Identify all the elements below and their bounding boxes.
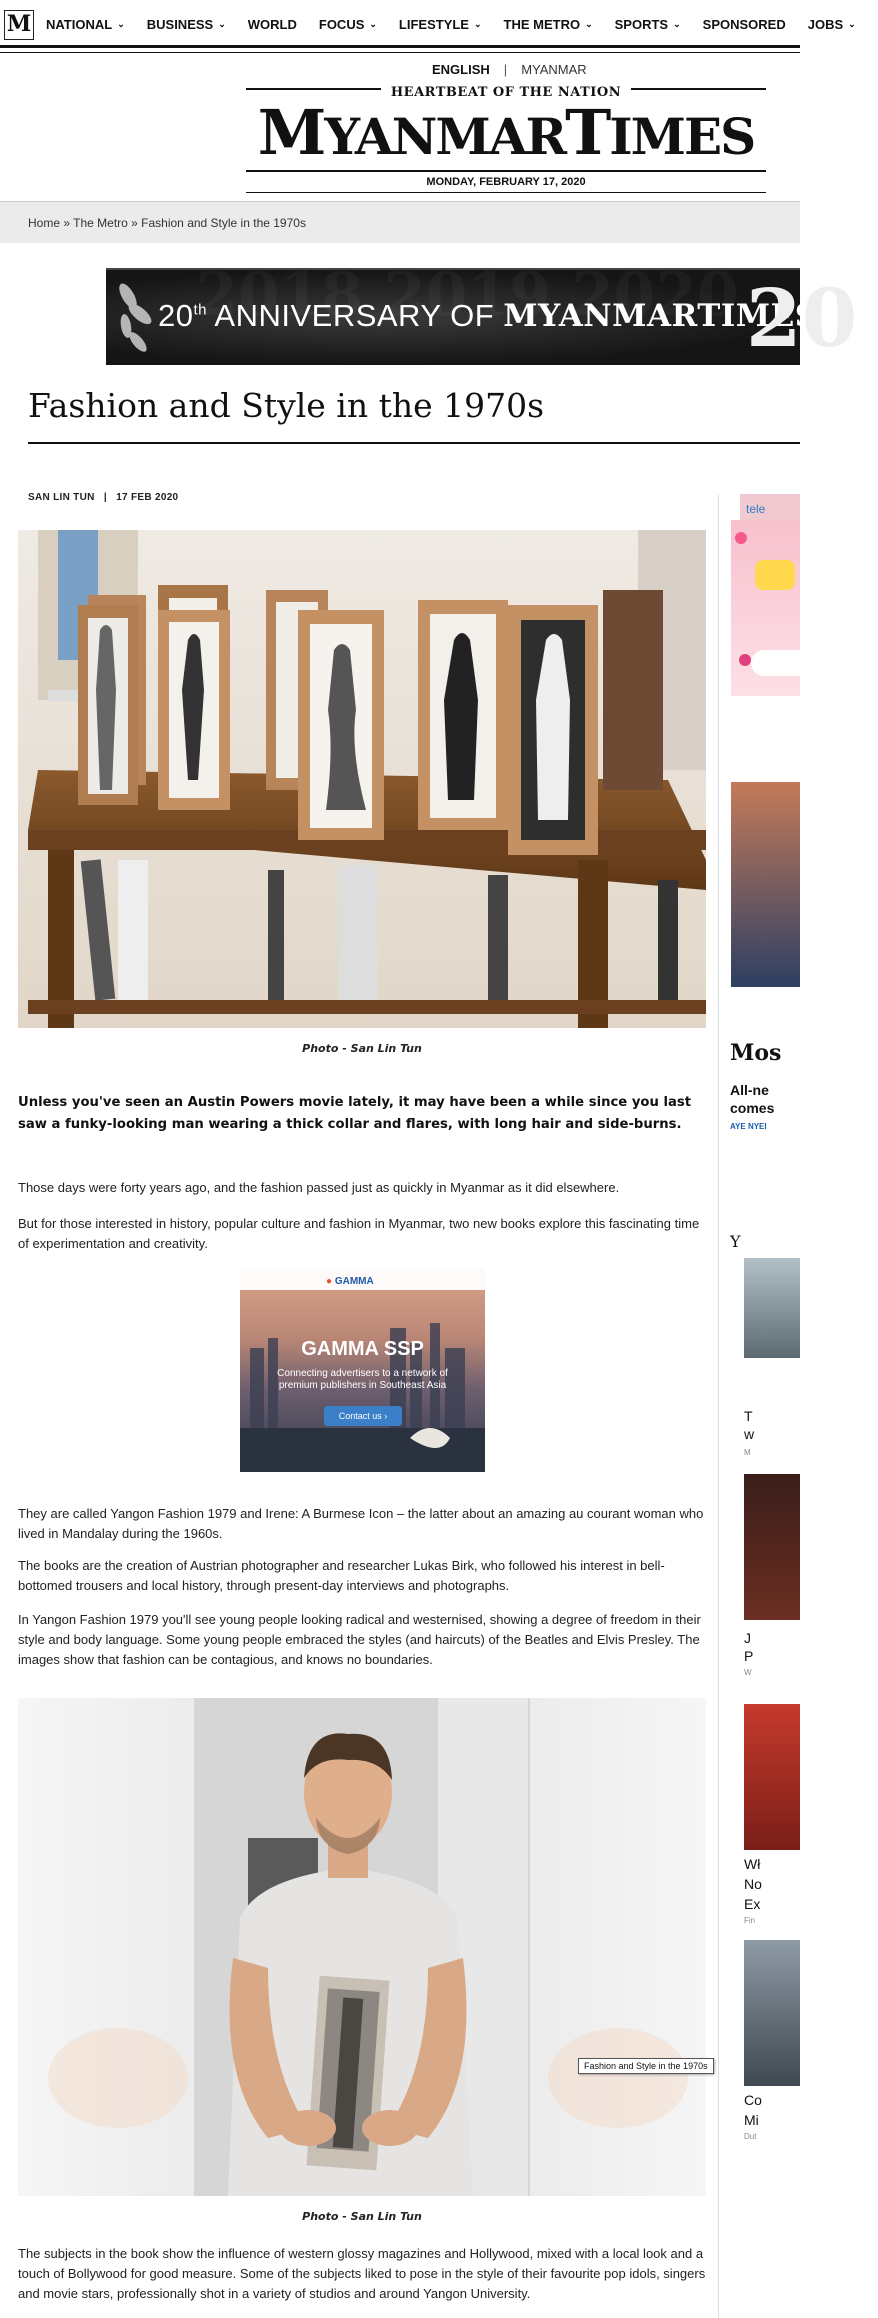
chevron-down-icon: ⌄ (673, 18, 681, 29)
sidebar-section-letter: Y (730, 1232, 741, 1251)
site-logo[interactable]: M (4, 10, 34, 40)
photo1-caption: Photo - San Lin Tun (302, 1042, 422, 1055)
sidebar-card2-line2[interactable]: P (744, 1648, 754, 1664)
nav-item-national[interactable] (46, 17, 125, 32)
sidebar-image-ad[interactable] (731, 782, 800, 987)
nav-item-sponsored[interactable] (703, 17, 786, 32)
banner-big-number: 20 (746, 271, 858, 365)
gamma-subtitle: Connecting advertisers to a network of premium publishers in Southeast Asia (277, 1368, 448, 1391)
banner-brand: MYANMARTIMES (503, 298, 818, 334)
sidebar-divider (718, 495, 719, 2318)
article-paragraph-6: The subjects in the book show the influence of western glossy magazines and Hollywood, mixed with a local look and a touch of Bollywood for good measure. Some of the subjects liked to pose in the style of their favourite pop idols, singers and movie stars, professionally shot in a variety of studios and around Yangon University. (18, 2246, 706, 2301)
sidebar-card4-meta: Dut (744, 2132, 757, 2141)
breadcrumb-text[interactable]: Home » The Metro » Fashion and Style in the 1970s (28, 216, 306, 230)
language-switcher (432, 62, 587, 77)
article-paragraph-4: The books are the creation of Austrian photographer and researcher Lukas Birk, who followed his interest in bell-bottomed trousers and local history, through present-day interviews and photographs. (18, 1558, 665, 1593)
sidebar-card2-line1[interactable]: J (744, 1630, 751, 1646)
sidebar-card3-line1[interactable]: Wł (744, 1856, 761, 1872)
top-navigation-bar (0, 0, 856, 48)
anniversary-banner[interactable] (106, 268, 858, 365)
nav-item-label: SPONSORED (702, 16, 786, 32)
image-tooltip: Fashion and Style in the 1970s (578, 2058, 714, 2074)
gamma-logo: ● GAMMA (326, 1276, 374, 1287)
brand-imes: IMES (609, 107, 755, 166)
nav-item-label: THE METRO (503, 16, 581, 32)
article-paragraph-3: They are called Yangon Fashion 1979 and Irene: A Burmese Icon – the latter about an amazing au courant woman who lived in Mandalay during the 1960s. (18, 1506, 704, 1541)
masthead (246, 85, 766, 188)
sidebar-card3-line2[interactable]: No (744, 1876, 762, 1892)
chevron-down-icon: ⌄ (473, 18, 482, 29)
man-holding-book-illustration (18, 1698, 706, 2196)
lang-myanmar-link[interactable]: MYANMAR (521, 62, 587, 77)
breadcrumb (0, 201, 800, 243)
brand-m: M (257, 96, 325, 169)
photo2-caption: Photo - San Lin Tun (302, 2210, 422, 2223)
chevron-down-icon: ⌄ (369, 18, 377, 29)
nav-menu (46, 0, 878, 48)
title-rule (28, 442, 800, 444)
nav-item-label: NATIONAL (46, 16, 113, 32)
sidebar-card2-image[interactable] (744, 1474, 800, 1620)
article-paragraph-1: Those days were forty years ago, and the fashion passed just as quickly in Myanmar as it did elsewhere. (18, 1180, 620, 1195)
chevron-down-icon: ⌄ (218, 18, 226, 29)
nav-item-label: SPORTS (614, 16, 669, 32)
masthead-rule-bottom (246, 192, 766, 193)
article-photo-frames[interactable] (18, 530, 706, 1028)
gamma-contact-button[interactable]: Contact us › (324, 1406, 402, 1426)
nav-item-label: JOBS (807, 16, 844, 32)
most-read-heading: Mos (730, 1040, 782, 1066)
nav-item-label: WORLD (247, 16, 297, 32)
most-read-item-author[interactable]: AYE NYEI (730, 1122, 767, 1131)
banner-prefix: 20 (158, 298, 194, 333)
sidebar-card1-image[interactable] (744, 1258, 800, 1358)
nav-item-sports[interactable] (615, 17, 681, 32)
sidebar-card1-line2[interactable]: w (744, 1426, 755, 1442)
sidebar-card1-line1[interactable]: T (744, 1408, 753, 1424)
article-paragraph-2: But for those interested in history, popular culture and fashion in Myanmar, two new books explore this fascinating time of experimentation and creativity. (18, 1216, 700, 1251)
tagline-text: HEARTBEAT OF THE NATION (381, 85, 631, 100)
banner-text (158, 298, 818, 334)
sidebar-promo-ad[interactable] (731, 520, 800, 696)
sidebar-ad-label: tele (746, 502, 766, 516)
masthead-rule-mid (246, 170, 766, 172)
lang-english-link[interactable]: ENGLISH (432, 62, 490, 77)
chevron-down-icon: ⌄ (848, 18, 856, 29)
banner-middle-text: ANNIVERSARY OF (207, 298, 504, 333)
framed-photos-illustration (18, 530, 706, 1028)
article-byline: SAN LIN TUN | 17 FEB 2020 (28, 492, 179, 503)
masthead-brand[interactable] (246, 96, 766, 169)
most-read-item-line2[interactable]: comes (730, 1100, 775, 1116)
masthead-date: MONDAY, FEBRUARY 17, 2020 (426, 176, 586, 188)
sidebar-card1-meta: M (744, 1448, 751, 1457)
nav-item-lifestyle[interactable] (399, 17, 482, 32)
nav-item-label: BUSINESS (146, 16, 214, 32)
nav-divider (0, 52, 800, 53)
gamma-ssp-ad[interactable] (240, 1268, 485, 1472)
banner-sup: th (193, 301, 207, 319)
nav-item-label: FOCUS (318, 16, 365, 32)
sidebar-card3-line3[interactable]: Ex (744, 1896, 761, 1912)
article-title: Fashion and Style in the 1970s (28, 386, 545, 425)
sidebar-card4-line2[interactable]: Mi (744, 2112, 759, 2128)
nav-item-the-metro[interactable] (504, 17, 593, 32)
article-lead: Unless you've seen an Austin Powers movie lately, it may have been a while since you last saw a funky-looking man wearing a thick collar and flares, with long hair and side-burns. (18, 1095, 692, 1132)
brand-t: T (565, 96, 610, 169)
sidebar-card4-line1[interactable]: Co (744, 2092, 762, 2108)
chevron-down-icon: ⌄ (117, 18, 125, 29)
promo-graphic-icon (731, 520, 800, 696)
article-photo-lukas-birk[interactable] (18, 1698, 706, 2196)
sidebar-card2-meta: W (744, 1668, 752, 1677)
gamma-title: GAMMA SSP (301, 1338, 424, 1360)
nav-item-focus[interactable] (319, 17, 377, 32)
lang-separator: | (503, 62, 508, 77)
most-read-item-line1[interactable]: All-ne (730, 1082, 769, 1098)
nav-item-label: LIFESTYLE (398, 16, 469, 32)
sidebar-card3-image[interactable] (744, 1704, 800, 1850)
article-paragraph-5: In Yangon Fashion 1979 you'll see young people looking radical and westernised, showing a degree of freedom in their style and body language. Some young people embraced the styles (and haircuts) of the Beatles and Elvis Presley. The images show that fashion can be contagious, and knows no boundaries. (18, 1612, 701, 1667)
nav-item-jobs[interactable] (808, 17, 856, 32)
nav-item-business[interactable] (147, 17, 226, 32)
brand-yanmar: YANMAR (324, 107, 566, 166)
sidebar-card4-image[interactable] (744, 1940, 800, 2086)
nav-item-world[interactable] (248, 17, 297, 32)
chevron-down-icon: ⌄ (585, 18, 593, 29)
sidebar-card3-meta: Fin (744, 1916, 756, 1925)
